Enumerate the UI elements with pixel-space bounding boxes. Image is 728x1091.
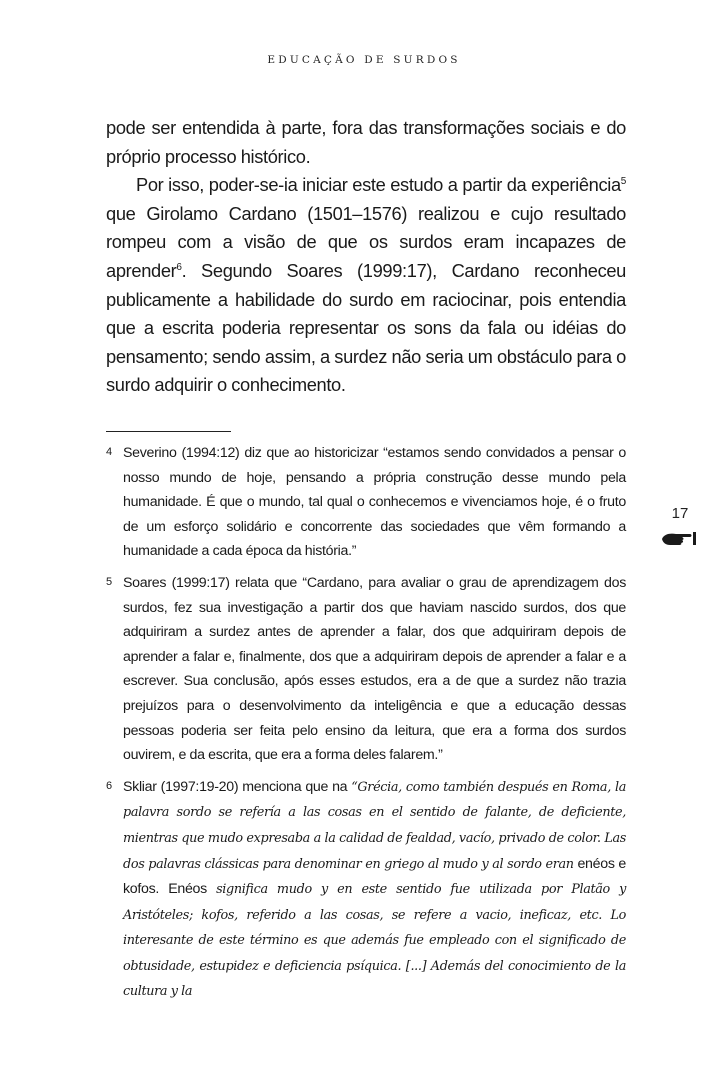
footnote-quote-italic: “Grécia, como también después en Roma, la palavra sordo se refería a las cosas en el sentido de falante, de deficiente, mientras que mudo expresaba a la calidad de fealdad, vacío, privado de color. Las dos palavras clássicas para denominar en griego al mudo y al sordo eran: [123, 779, 626, 872]
footnotes: [106, 441, 626, 1012]
footnote-number: 6: [106, 779, 112, 792]
footnote-6: [106, 775, 626, 1005]
footnote-4: [106, 441, 626, 564]
footnote-text-roman: enéos e kofos. Enéos: [123, 855, 626, 898]
footnote-number: 4: [106, 446, 112, 458]
footnote-ref-6[interactable]: 6: [176, 261, 182, 273]
footnote-text-roman: Skliar (1997:19-20) menciona que na: [123, 778, 352, 795]
pointing-hand-icon: [660, 530, 700, 546]
footnote-5: [106, 571, 626, 768]
paragraph-2-text-b: que Girolamo Cardano (1501–1576) realizou e cujo resultado rompeu com a visão de que os surdos eram incapazes de aprender: [106, 202, 626, 281]
footnote-number: 5: [106, 575, 112, 588]
footnote-divider: [106, 431, 231, 432]
paragraph-1: pode ser entendida à parte, fora das transformações sociais e do próprio processo histórico.: [106, 117, 626, 167]
footnote-text: [123, 775, 626, 1005]
paragraph-2-text-a: Por isso, poder-se-ia iniciar este estudo a partir da experiência: [136, 174, 621, 196]
page-number: 17: [671, 505, 689, 522]
paragraph-2: [106, 171, 626, 400]
footnote-text: Severino (1994:12) diz que ao historicizar “estamos sendo convidados a pensar o nosso mundo de hoje, pensando a própria construção desse mundo pela humanidade. É que o mundo, tal qual o conhecemos e vivenciamos hoje, é o fruto de um esforço solidário e concorrente das sociedades que vêm formando a humanidade a cada época da história.”: [123, 445, 626, 560]
running-head: EDUCAÇÃO DE SURDOS: [267, 54, 461, 66]
footnote-ref-5[interactable]: 5: [620, 176, 626, 188]
footnote-quote-italic: significa mudo y en este sentido fue utilizada por Platão y Aristóteles; kofos, referido a las cosas, se refere a vacio, ineficaz, etc. Lo interesante de este término es que además fue empleado con el significado de obtusidade, estupidez e deficiencia psíquica. [...] Además del conocimiento de la cultura y la: [123, 882, 626, 1000]
body-text: [106, 114, 626, 400]
footnote-text: Soares (1999:17) relata que “Cardano, para avaliar o grau de aprendizagem dos surdos, fez sua investigação a partir dos que haviam nascido surdos, dos que adquiriram a surdez antes de aprender a falar, dos que adquiriram depois de aprender a falar e, finalmente, dos que a adquiriram depois de aprender a falar e a escrever. Sua conclusão, após esses estudos, era a de que a surdez não trazia prejuízos para o desenvolvimento da inteligência e que a educação dessas pessoas poderia ser feita pelo ensino da leitura, que era a forma dos surdos ouvirem, e da escrita, que era a forma deles falarem.”: [123, 574, 626, 764]
paragraph-2-text-c: . Segundo Soares (1999:17), Cardano reconheceu publicamente a habilidade do surdo em raciocinar, pois entendia que a escrita poderia representar os sons da fala ou idéias do pensamento; sendo assim, a surdez não seria um obstáculo para o surdo adquirir o conhecimento.: [106, 259, 626, 396]
